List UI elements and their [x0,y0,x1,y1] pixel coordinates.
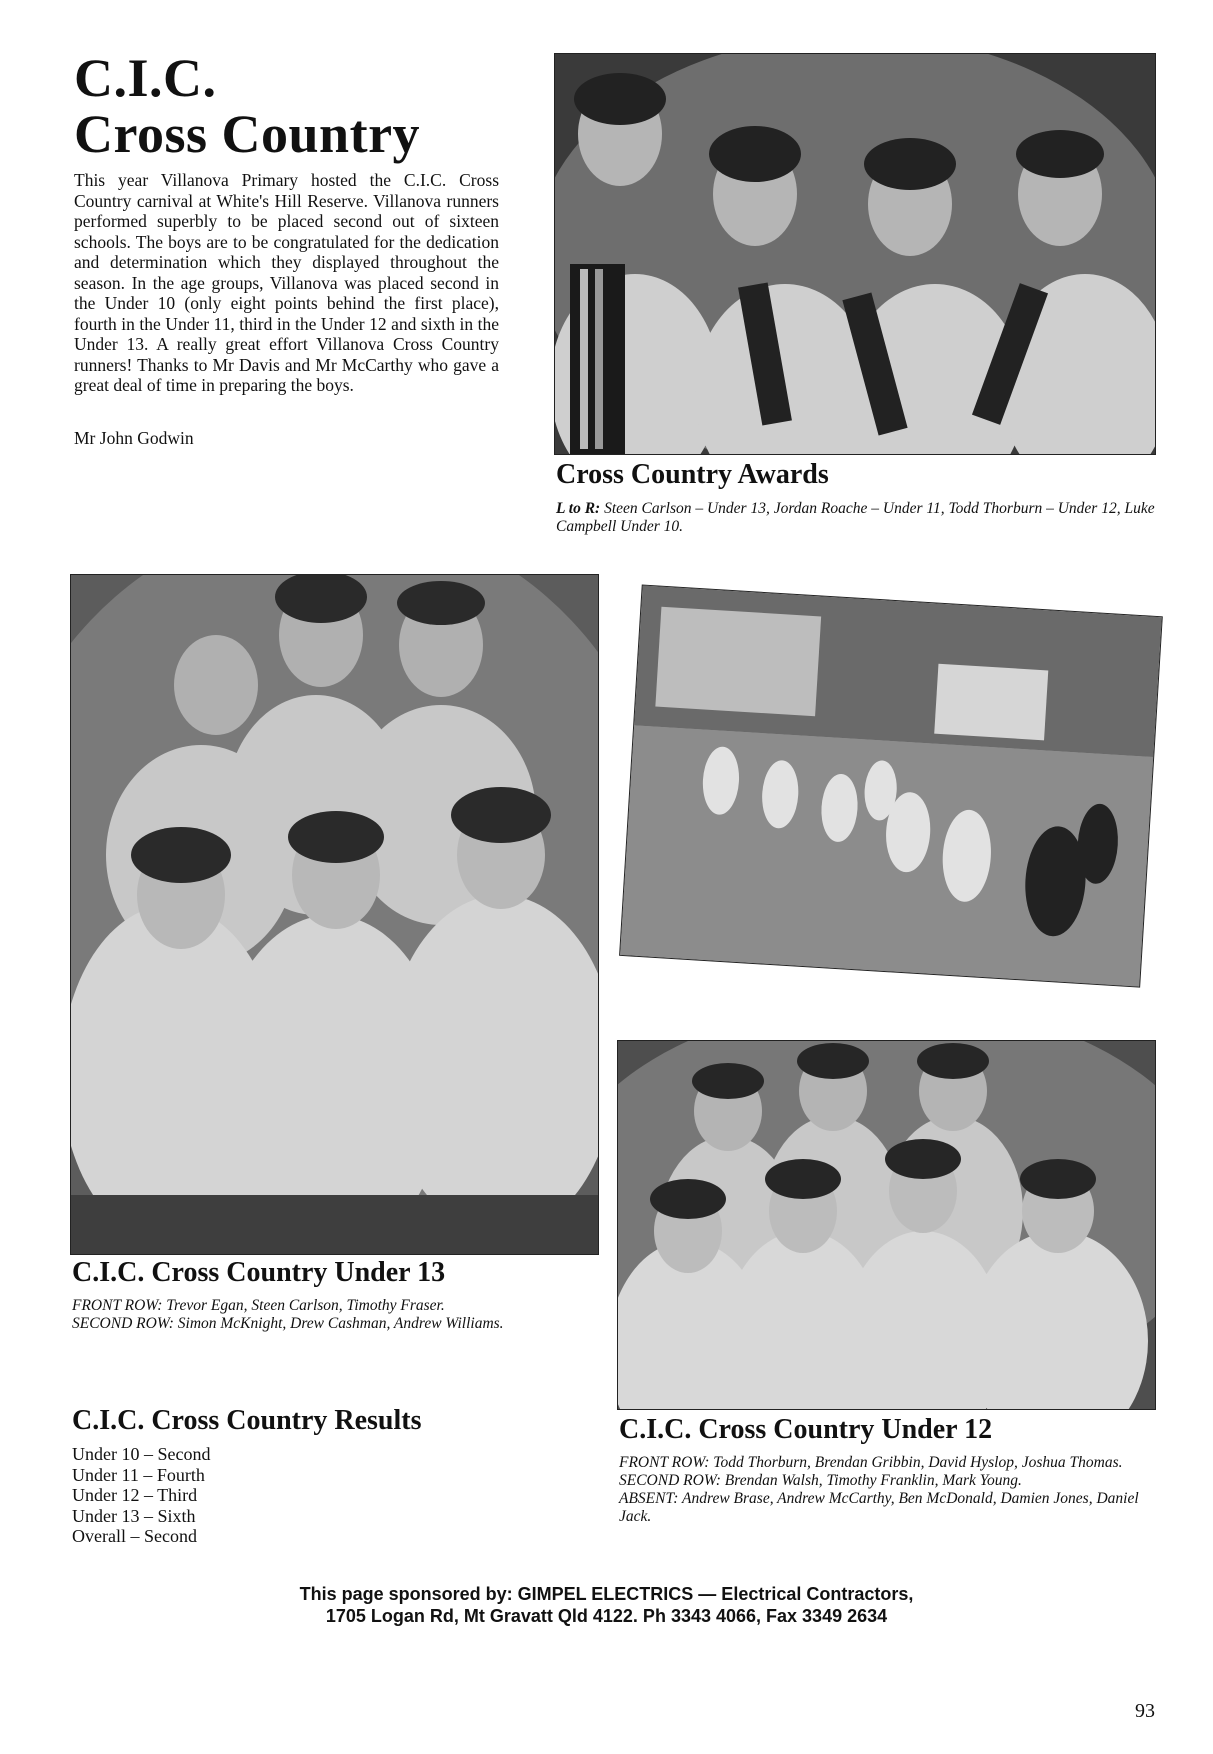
article-author: Mr John Godwin [74,428,194,448]
awards-caption-title: Cross Country Awards [556,459,829,490]
race-photo-image [620,586,1162,987]
intro-paragraph: This year Villanova Primary hosted the C.I.C. Cross Country carnival at White's Hill Reserve. Villanova runners performed superbly to be placed second out of sixteen schools. The boys are to be congratulated for the dedication and determination which they displayed throughout the season. In the age groups, Villanova was placed second in the Under 10 (only eight points behind the first place), fourth in the Under 11, third in the Under 12 and sixth in the Under 13. A really great effort Villanova Cross Country runners! Thanks to Mr Davis and Mr McCarthy who gave a great deal of time in preparing the boys. [74,170,499,395]
awards-caption-label: L to R: [556,500,601,517]
results-row: Under 12 – Third [72,1485,198,1505]
page-title-line1: C.I.C. [74,48,217,108]
awards-photo [554,53,1156,455]
under13-caption [72,1297,612,1333]
under12-absent-row [619,1490,1154,1526]
awards-caption [556,500,1156,536]
under12-caption [619,1454,1154,1526]
sponsor-line2: 1705 Logan Rd, Mt Gravatt Qld 4122. Ph 3343 4066, Fax 3349 2634 [325,1606,888,1626]
under13-caption-title: C.I.C. Cross Country Under 13 [72,1257,446,1288]
awards-caption-names: Steen Carlson – Under 13, Jordan Roache – Under 11, Todd Thorburn – Under 12, Luke Campbell Under 10. [556,500,1155,535]
under13-front-row [72,1297,612,1315]
under13-front-label: FRONT ROW: [72,1297,163,1314]
under12-front-names: Todd Thorburn, Brendan Gribbin, David Hyslop, Joshua Thomas. [713,1454,1123,1471]
under12-front-label: FRONT ROW: [619,1454,710,1471]
sponsor-line1: This page sponsored by: GIMPEL ELECTRICS — Electrical Contractors, [299,1584,914,1604]
page-title-line2: Cross Country [74,104,421,164]
page-number: 93 [1135,1700,1155,1722]
page-title [74,50,534,162]
awards-photo-image [555,54,1155,454]
under12-absent-names: Andrew Brase, Andrew McCarthy, Ben McDonald, Damien Jones, Daniel Jack. [619,1490,1139,1525]
under13-second-names: Simon McKnight, Drew Cashman, Andrew Williams. [177,1315,504,1332]
results-row: Under 10 – Second [72,1444,211,1464]
under13-second-label: SECOND ROW: [72,1315,174,1332]
under13-photo [70,574,599,1255]
under13-second-row [72,1315,612,1333]
under12-front-row [619,1454,1154,1472]
results-row: Overall – Second [72,1526,197,1546]
under12-photo-image [618,1041,1155,1409]
race-photo [619,584,1161,985]
under12-absent-label: ABSENT: [619,1490,679,1507]
results-list [72,1444,210,1547]
under12-caption-title: C.I.C. Cross Country Under 12 [619,1414,993,1445]
under12-second-row [619,1472,1154,1490]
under12-second-names: Brendan Walsh, Timothy Franklin, Mark Young. [724,1472,1022,1489]
under13-photo-image [71,575,598,1254]
under13-front-names: Trevor Egan, Steen Carlson, Timothy Fraser. [166,1297,445,1314]
under12-second-label: SECOND ROW: [619,1472,721,1489]
results-title: C.I.C. Cross Country Results [72,1405,422,1436]
sponsor-notice [0,1583,1213,1627]
results-row: Under 11 – Fourth [72,1464,205,1485]
results-row: Under 13 – Sixth [72,1505,196,1526]
under12-photo [617,1040,1156,1410]
